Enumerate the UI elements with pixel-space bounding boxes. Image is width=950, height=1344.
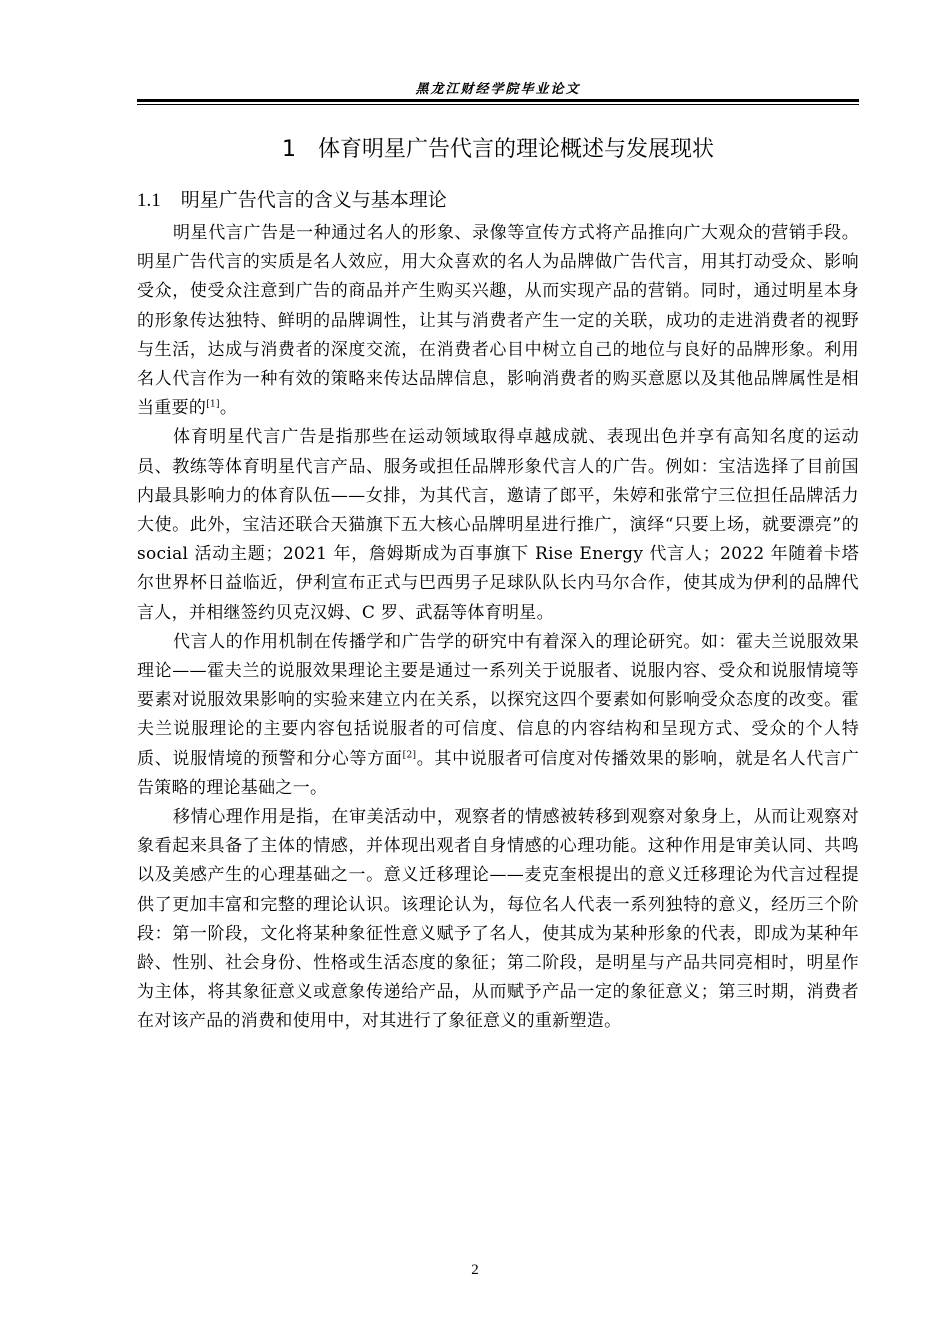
paragraph-3-end: 。其中说服者可信度对传播效果的影响，就是名人代言广告策略的理论基础之一。 [137,748,860,798]
page-number: 2 [471,1262,479,1278]
body-text [137,219,859,1037]
paragraph-4: 移情心理作用是指，在审美活动中，观察者的情感被转移到观察对象身上，从而让观察对象看起来具备了主体的情感，并体现出观者自身情感的心理功能。这种作用是审美认同、共鸣以及美感产生的心理基础之一。意义迁移理论——麦克奎根提出的意义迁移理论为代言过程提供了更加丰富和完整的理论认识。该理论认为，每位名人代表一系列独特的意义，经历三个阶段：第一阶段，文化将某种象征性意义赋予了名人，使其成为某种形象的代表，即成为某种年龄、性别、社会身份、性格或生活态度的象征；第二阶段，是明星与产品共同亮相时，明星作为主体，将其象征意义或意象传递给产品，从而赋予产品一定的象征意义；第三时期，消费者在对该产品的消费和使用中，对其进行了象征意义的重新塑造。 [137,807,859,1032]
chapter-title-text: 体育明星广告代言的理论概述与发展现状 [317,137,714,162]
section-title-text: 明星广告代言的含义与基本理论 [180,189,447,211]
section-title [137,185,447,216]
paragraph-2: 体育明星代言广告是指那些在运动领域取得卓越成就、表现出色并享有高知名度的运动员、教练等体育明星代言产品、服务或担任品牌形象代言人的广告。例如：宝洁选择了目前国内最具影响力的体育队伍——女排，为其代言，邀请了郎平，朱婷和张常宁三位担任品牌活力大使。此外，宝洁还联合天猫旗下五大核心品牌明星进行推广，演绎“只要上场，就要漂亮”的 social 活动主题；2021 年，詹姆斯成为百事旗下 Rise Energy 代言人；2022 年随着卡塔尔世界杯日益临近，伊利宣布正式与巴西男子足球队队长内马尔合作，使其成为伊利的品牌代言人，并相继签约贝克汉姆、C 罗、武磊等体育明星。 [137,427,859,623]
running-header: 黑龙江财经学院毕业论文 [415,82,581,97]
header-rule-thin [137,104,859,105]
citation-2: [2] [402,750,417,760]
chapter-number: 1 [281,137,296,162]
paragraph-1-text: 明星代言广告是一种通过名人的形象、录像等宣传方式将产品推向广大观众的营销手段。明星广告代言的实质是名人效应，用大众喜欢的名人为品牌做广告代言，用其打动受众、影响受众，使受众注意到广告的商品并产生购买兴趣，从而实现产品的营销。同时，通过明星本身的形象传达独特、鲜明的品牌调性，让其与消费者产生一定的关联，成功的走进消费者的视野与生活，达成与消费者的深度交流，在消费者心目中树立自己的地位与良好的品牌形象。利用名人代言作为一种有效的策略来传达品牌信息，影响消费者的购买意愿以及其他品牌属性是相当重要的 [137,223,859,419]
chapter-title [137,133,859,167]
paragraph-1 [137,219,859,423]
citation-1: [1] [206,399,220,410]
header-rule-thick [137,99,859,102]
section-number: 1.1 [137,190,161,211]
paragraph-3 [137,628,859,803]
paragraph-3-text: 代言人的作用机制在传播学和广告学的研究中有着深入的理论研究。如：霍夫兰说服效果理论——霍夫兰的说服效果理论主要是通过一系列关于说服者、说服内容、受众和说服情境等要素对说服效果影响的实验来建立内在关系，以探究这四个要素如何影响受众态度的改变。霍夫兰说服理论的主要内容包括说服者的可信度、信息的内容结构和呈现方式、受众的个人特质、说服情境的预警和分心等方面 [137,631,859,769]
paragraph-1-end: 。 [219,398,238,419]
